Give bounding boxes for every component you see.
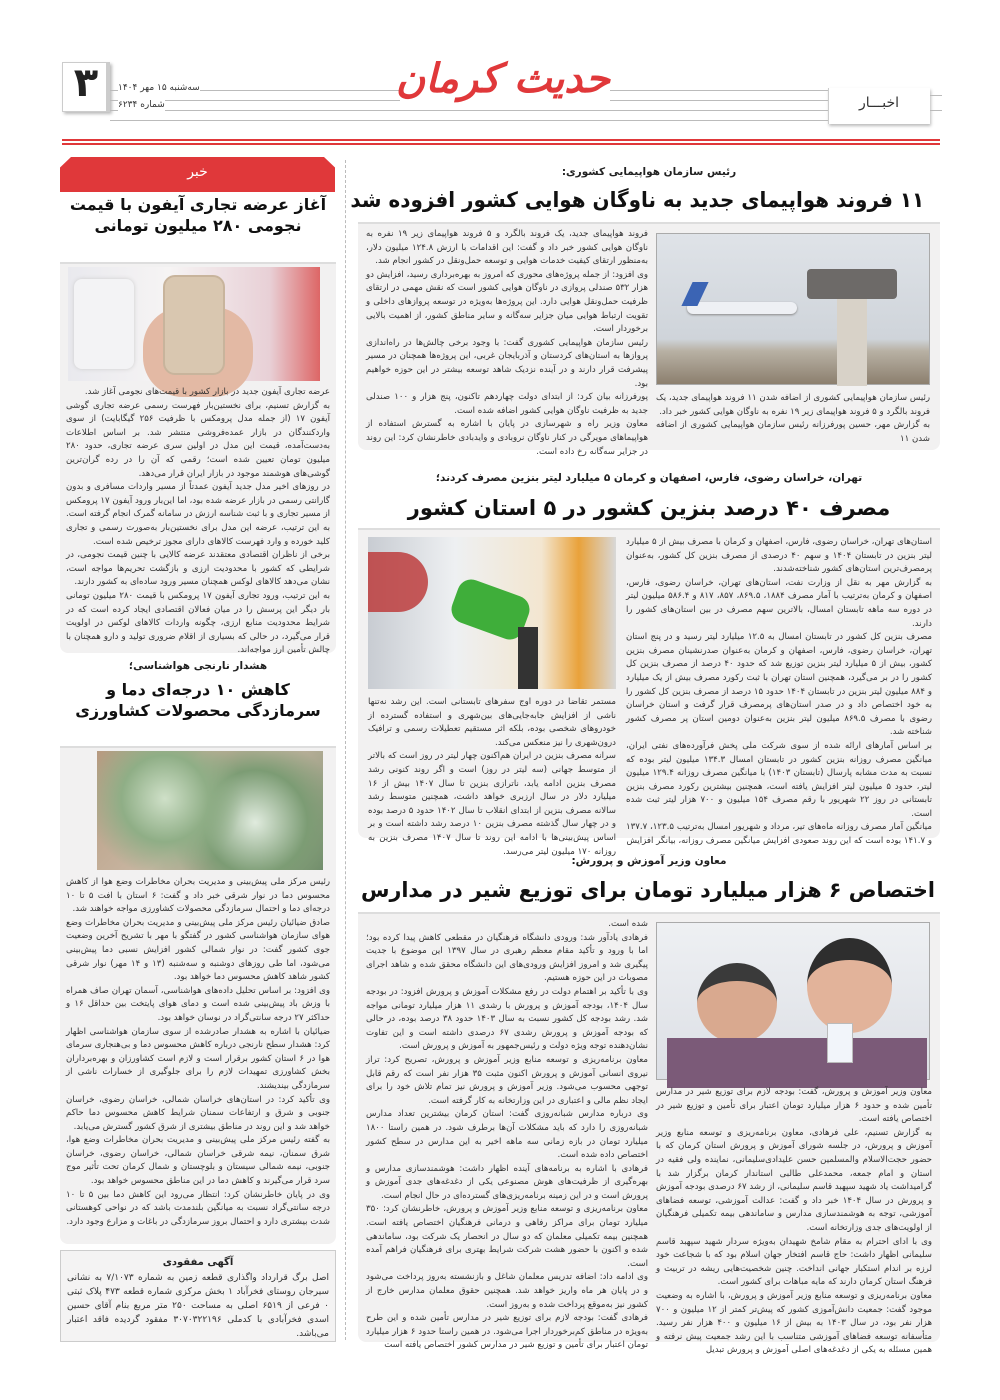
paragraph: شده است. — [608, 919, 648, 929]
iphone-headline: آغاز عرضه تجاری آیفون با قیمت نجومی ۲۸۰ میلیون تومانی — [69, 195, 327, 235]
paragraph: معاون وزیر راه و شهرسازی در پایان با اشاره به گسترش استفاده از هواپیماهای مویرگی در کنار ناوگان نروبادی و وایدبادی خاطرنشان کرد: این روند در جزایر سه‌گانه رخ داده است. — [366, 419, 648, 457]
rule — [110, 120, 830, 121]
frost-plant-photo — [97, 751, 323, 870]
caption-line: رئیس سازمان هواپیمایی کشوری از اضافه شدن ۱۱ فروند هواپیمای جدید، یک فروند بالگرد و ۵ فروند هواپیمای زیر ۱۹ نفره به ناوگان هوایی کشور خبر داد. — [656, 393, 930, 417]
paragraph: وی با تأکید بر اهتمام دولت در رفع مشکلات آموزش و پرورش افزود: در بودجه سال ۱۴۰۴، بودجه آموزش و پرورش با رشدی ۱۱ هزار میلیارد تومانی مواجه شد. رشد بودجه کل کشور نسبت به سال ۱۴۰۳ حدود ۳۸ درصد بوده، در حالی که بودجه آموزش و پرورش رشدی ۶۷ درصدی داشته است و این تفاوت نشان‌دهنده توجه ویژه دولت و رئیس‌جمهور به آموزش و پرورش است. — [366, 986, 649, 1052]
masthead — [0, 0, 1000, 150]
paragraph: فرهادی گفت: بودجه لازم برای توزیع شیر در مدارس تأمین شده و این طرح به‌ویژه در مناطق کم‌برخوردار اجرا می‌شود. در همین راستا حدود ۶ هزار میلیارد تومان اعتبار برای تأمین و توزیع شیر در مدارس کشور اختصاص یافته است — [366, 1313, 648, 1351]
iphone-article-body — [66, 386, 331, 656]
paragraph: معاون وزیر آموزش و پرورش، گفت: بودجه لازم برای توزیع شیر در مدارس تأمین شده و حدود ۶ هزار میلیارد تومان اعتبار برای تأمین و توزیع شیر در اختصاص یافته است. — [656, 1087, 932, 1125]
caption-line: به گزارش مهر، حسین پورفرزانه رئیس سازمان هواپیمایی کشوری از اضافه شدن ۱۱ — [656, 420, 930, 444]
issue-date: سه‌شنبه ۱۵ مهر ۱۴۰۴ — [118, 83, 200, 93]
a1-body — [366, 228, 648, 457]
a3-headline — [358, 876, 940, 904]
a1-caption — [656, 392, 930, 446]
boy-left-shape — [697, 963, 777, 1043]
paragraph: به گزارش مهر به نقل از وزارت نفت، استان‌های تهران، خراسان رضوی، فارس، اصفهان و کرمان به‌ترتیب با آمار مصرف ۱۸۸۴، ۸۶۹.۵، ۸۵۷، ۸۱۷ و ۵۸۶.۴ میلیون لیتر در دوره سه ماهه تابستان امسال، بالاترین سهم مصرف در بین استان‌های کشور را دارند. — [626, 577, 933, 629]
a3-body-left — [366, 918, 649, 1351]
a2-body-right — [626, 536, 933, 847]
paragraph: معاون برنامه‌ریزی و توسعه منابع وزیر آموزش و پرورش، با اشاره به وضعیت موجود گفت: جمعیت دانش‌آموزی کشور که پیش‌تر کمتر از ۱۲ میلیون و ۷۰۰ هزار نفر بود، در سال ۱۴۰۳ به بیش از ۱۶ میلیون و ۴۰۰ هزار نفر رسید. متأسفانه توسعه فضاهای آموزشی متناسب با این رشد جمعیت پیش نرفته و همین مسئله به یکی از دغدغه‌های اصلی آموزش و پرورش تبدیل — [656, 1290, 932, 1356]
airplane-shape — [687, 302, 797, 314]
weather-kicker: هشدار نارنجی هواشناسی؛ — [128, 660, 268, 672]
news-tab-label: خبر — [187, 164, 208, 180]
students-milk-photo — [656, 922, 930, 1080]
paragraph: فرهادی یادآور شد: ورودی دانشگاه فرهنگیان در مقطعی کاهش پیدا کرده بود؛ اما با ورود و تأکید مقام معظم رهبری در سال ۱۳۹۷ این موضوع با جدیت پیگیری شد و امروز افزایش ورودی‌های این دانشگاه محقق شده و شاهد اجرای مصوبات در این حوزه هستیم. — [366, 932, 648, 984]
tower-shape — [837, 284, 867, 386]
ad-title: آگهی مفقودی — [162, 1257, 234, 1268]
paragraph: وی با ادای احترام به مقام شامخ شهیدان به‌ویژه سردار شهید سپهبد قاسم سلیمانی اظهار داشت: حاج قاسم افتخار جهان اسلام بود که با شجاعت خود لرزه بر اندام استکبار جهانی انداخت. چنین شخصیت‌هایی ریشه در تربیت و فرهنگ استان کرمان دارند که مایه مباهات برای کشور است. — [656, 1236, 932, 1288]
paragraph: برخی از ناظران اقتصادی معتقدند عرضه کالایی با چنین قیمت نجومی، در شرایطی که کشور با محدودیت ارزی و بازگشت تحریم‌ها مواجه است، نشان می‌دهد کالاهای لوکس همچنان مسیر ورود ساده‌ای به کشور دارند. — [66, 550, 330, 588]
paragraph: وی تأکید کرد: در استان‌های خراسان شمالی، خراسان رضوی، خراسان جنوبی و شرق و ارتفاعات سمنان شرایط کاهش محسوس دما حاکم خواهد شد و این روند در مناطق بیشتری از شرق کشور گسترش می‌یابد. — [66, 1094, 330, 1132]
car-taillight-shape — [368, 552, 428, 612]
a3-headline-text: اختصاص ۶ هزار میلیارد تومان برای توزیع شیر در مدارس — [361, 878, 936, 902]
paragraph: به گفته رئیس مرکز ملی پیش‌بینی و مدیریت بحران مخاطرات وضع هوا، شرق سمنان، نیمه شرقی خراسان شمالی، خراسان رضوی، خراسان جنوبی، نیمه شمالی سیستان و بلوچستان و شمال کرمان تحت تأثیر موج سرد قرار می‌گیرند و کاهش دما در این مناطق محسوس خواهد بود. — [66, 1135, 330, 1187]
a2-headline-text: مصرف ۴۰ درصد بنزین کشور در ۵ استان کشور — [407, 496, 891, 520]
a1-kicker: رئیس سازمان هواپیمایی کشوری: — [561, 166, 737, 178]
paragraph: رئیس مرکز ملی پیش‌بینی و مدیریت بحران مخاطرات وضع هوا از کاهش محسوس دما در نوار شرقی خبر داد و گفت: ۶ استان با افت ۵ تا ۱۰ درجه‌ای دما و احتمال سرمازدگی محصولات کشاورزی مواجه خواهند شد. — [66, 877, 330, 915]
a2-kicker: تهران، خراسان رضوی، فارس، اصفهان و کرمان ۵ میلیارد لیتر بنزین مصرف کردند؛ — [435, 472, 863, 484]
a2-headline — [358, 494, 940, 522]
boy-right-shape — [807, 938, 892, 1033]
a1-headline — [350, 186, 940, 214]
hose-shape — [518, 627, 538, 689]
paragraph: وی ادامه داد: اضافه تدریس معلمان شاغل و بازنشسته به‌روز پرداخت می‌شود و در پایان هر ماه واریز خواهد شد. همچنین حقوق معلمان مدارس خارج از کشور نیز به‌موقع پرداخت شده و به‌روز است. — [366, 1272, 648, 1310]
paragraph: به گزارش تسنیم، علی فرهادی، معاون برنامه‌ریزی و توسعه منابع وزیر آموزش و پرورش، در جلسه شورای آموزش و پرورش استان کرمان که با حضور حجت‌الاسلام والمسلمین حسن علیدادی‌سلیمانی، نماینده ولی فقیه در استان و امام جمعه، محمدعلی طالبی استاندار کرمان برگزار شد با گرامیداشت یاد شهید سپهبد قاسم سلیمانی، از رشد ۶۷ درصدی بودجه آموزش و پرورش در سال ۱۴۰۴ خبر داد و گفت: عدالت آموزشی، توسعه فضاهای آموزشی، توجه به هوشمندسازی مدارس و ساماندهی بیمه تکمیلی فرهنگیان از اولویت‌های جدی وزارتخانه است. — [656, 1127, 933, 1233]
rule — [930, 95, 942, 96]
column-divider — [345, 160, 346, 1340]
paragraph: معاون برنامه‌ریزی و توسعه منابع وزیر آموزش و پرورش، تصریح کرد: تراز نیروی انسانی آموزش و پرورش اکنون مثبت ۳۵ هزار نفر است که رقم قابل توجهی محسوب می‌شود. وزیر آموزش و پرورش نیز تمام تلاش خود را برای ایجاد نظم مالی و اعتباری در این وزارتخانه به کار گرفته است. — [366, 1054, 648, 1106]
airport-tower-photo — [656, 233, 930, 385]
red-rule — [62, 139, 940, 145]
tower-top-shape — [807, 269, 897, 299]
paragraph: وی افزود: بر اساس تحلیل داده‌های هواشناسی، آسمان تهران صاف همراه با وزش باد پیش‌بینی شده است و دمای هوای پایتخت بین حداقل ۱۶ و حداکثر ۲۷ درجه سانتی‌گراد در نوسان خواهد بود. — [66, 985, 330, 1023]
page-number: ۳ — [73, 60, 99, 106]
paragraph: به گزارش تسنیم، برای نخستین‌بار فهرست رسمی عرضه تجاری گوشی آیفون ۱۷ (از جمله مدل پرومکس با ظرفیت ۲۵۶ گیگابایت) از سوی واردکنندگان در بازار عمده‌فروشی منتشر شد. بر اساس اطلاعات به‌دست‌آمده، قیمت این مدل در اولین سری عرضه تجاری، حدود ۲۸۰ میلیون تومان تعیین شده است؛ رقمی که آن را در رده گران‌ترین گوشی‌های هوشمند موجود در بازار ایران قرار می‌دهد. — [66, 400, 331, 479]
paragraph: فرهادی با اشاره به برنامه‌های آینده اظهار داشت: هوشمندسازی مدارس و بهره‌گیری از ظرفیت‌های هوش مصنوعی یکی از دغدغه‌های جدی آموزش و پرورش است و در این زمینه برنامه‌ریزی‌های گسترده‌ای در حال انجام است. — [366, 1163, 648, 1201]
laptop-shape — [74, 279, 134, 369]
paragraph: وی در پایان خاطرنشان کرد: انتظار می‌رود این کاهش دما بین ۵ تا ۱۰ درجه سانتی‌گراد نسبت به میانگین بلندمدت باشد که در نواحی کوهستانی شدت بیشتری دارد و احتمال بروز سرمازدگی در باغات و مزارع وجود دارد. — [66, 1189, 330, 1227]
fuel-nozzle-photo — [368, 537, 616, 689]
paragraph: مستمر تقاضا در دوره اوج سفرهای تابستانی است. این رشد نه‌تنها ناشی از افزایش جابه‌جایی‌های بین‌شهری و استفاده گسترده از خودروهای شخصی بوده، بلکه اثر مستقیم تعطیلات رسمی و ترافیک درون‌شهری را نیز منعکس می‌کند. — [368, 697, 616, 748]
paragraph: مصرف بنزین کل کشور در تابستان امسال به ۱۲.۵ میلیارد لیتر رسید و در پنج استان تهران، خراسان رضوی، فارس، اصفهان و کرمان به‌عنوان صدرنشینان مصرف بنزین کشور، بیش از ۵ میلیارد لیتر بنزین توزیع شد که حدود ۴۰ درصد از مصرف بنزین کل کشور را در بر می‌گیرد، همچنین استان تهران با ثبت رکورد مصرف بیش از یک میلیارد و ۸۸۴ میلیون لیتر بنزین در تابستان ۱۴۰۴ حدود ۱۵ درصد از مصرف بنزین کل کشور را به خود اختصاص داد و در صدر استان‌های پرمصرف قرار گرفت و استان خراسان رضوی با مصرف ۸۶۹.۵ میلیون لیتر بنزین به‌عنوان دومین استان پر مصرف کشور شناخته شد. — [626, 632, 933, 738]
rule — [110, 110, 830, 111]
paragraph: پورفرزانه بیان کرد: از ابتدای دولت چهاردهم تاکنون، پنج هزار و ۱۰۰ صندلی جدید به ظرفیت ناوگان هوایی کشور اضافه شده است. — [366, 392, 648, 416]
paragraph: وی درباره مدارس شبانه‌روزی گفت: استان کرمان بیشترین تعداد مدارس شبانه‌روزی را دارد که باید مشکلات آن‌ها برطرف شود. در همین راستا ۱۸۰۰ میلیارد تومان در بازه زمانی سه ماهه اخیر به این مدارس در سطح کشور اختصاص داده شده است. — [366, 1109, 648, 1161]
paragraph: میانگین آمار مصرف روزانه ماه‌های تیر، مرداد و شهریور امسال به‌ترتیب ۱۲۳.۵، ۱۳۷.۷ و ۱۴۱.۷ بوده است که این روند صعودی افزایش میانگین مصرف روزانه، بیانگر افزایش — [626, 822, 932, 847]
rule — [930, 110, 942, 111]
paragraph: عرضه تجاری آیفون جدید در بازار کشور با قیمت‌های نجومی آغاز شد. — [84, 387, 330, 397]
paragraph: سرانه مصرف بنزین در ایران هم‌اکنون چهار لیتر در روز است که بالاتر از متوسط جهانی (سه لیتر در روز) است و اگر روند کنونی رشد مصرف بنزین ادامه یابد، ناترازی بنزین تا سال ۱۴۰۷ بیش از ۱۶ میلیارد دلار در سال ارزبری خواهد داشت، همچنین متوسط رشد سالانه مصرف بنزین از ابتدای انقلاب تا سال ۱۴۰۲ حدود ۵ درصد بوده و در چهار سال گذشته مصرف بنزین ۱۰ درصد رشد داشته است و بر اساس پیش‌بینی‌ها با ادامه این روند تا سال ۱۴۰۷ مصرف بنزین به روزانه ۱۷۰ میلیون لیتر می‌رسد. — [368, 751, 616, 857]
ad-text: اصل برگ قرارداد واگذاری قطعه زمین به شماره ۷/۱۰۷۳ به نشانی سیرجان روستای فخرآباد ۱ بخش مرکزی شماره قطعه ۴۷۳ پلاک ثبتی ۰ فرعی از ۶۵۱۹ اصلی به مساحت ۲۵۰ متر مربع بنام آقای حسین اسدی فخرآبادی با کدملی ۳۰۷۰۳۲۲۱۹۶ مفقود گردیده فاقد اعتبار می‌باشد. — [67, 1273, 330, 1339]
paragraph: معاون برنامه‌ریزی و توسعه منابع وزیر آموزش و پرورش، خاطرنشان کرد: ۳۵۰ میلیارد تومان برای مراکز رفاهی و درمانی فرهنگیان اختصاص یافته است. همچنین بیمه تکمیلی معلمان که دو سال در انحصار یک شرکت بود، ساماندهی شده و اکنون با حضور هشت شرکت شرایط بهتری برای فرهنگیان فراهم آمده است. — [366, 1204, 648, 1269]
weather-article-body — [66, 876, 330, 1240]
uniform-shape — [667, 1038, 927, 1088]
paragraph: بر اساس آمارهای ارائه شده از سوی شرکت ملی پخش فرآورده‌های نفتی ایران، میانگین مصرف روزانه بنزین کشور در تابستان امسال ۱۳۴.۳ میلیون لیتر بوده که نسبت به مدت مشابه پارسال (تابستان ۱۴۰۳) با میانگین مصرف روزانه ۱۲۹.۴ میلیون لیتر، حدود ۵ میلیون لیتر افزایش یافته است، همچنین بیشترین رکورد مصرف بنزین تابستانی در روز ۲۲ شهریور با رقم مصرف ۱۵۴ میلیون و ۷۰۰ هزار لیتر ثبت شده است. — [626, 740, 932, 819]
a3-body-right — [656, 1086, 933, 1356]
milk-carton-shape — [827, 1023, 853, 1063]
paragraph: به این ترتیب، ورود تجاری آیفون ۱۷ پرومکس با قیمت ۲۸۰ میلیون تومانی بار دیگر این پرسش را در میان فعالان اقتصادی ایجاد کرده است که در شرایط محدودیت منابع ارزی، چگونه واردات کالاهای لوکس در اولویت قرار می‌گیرد، در حالی که بسیاری از اقلام ضروری تولید و دارو همچنان با چالش تأمین ارز مواجه‌اند. — [66, 590, 330, 656]
paragraph: وی افزود: از جمله پروژه‌های محوری که امروز به بهره‌برداری رسید، افزایش دو هزار ۵۳۲ صندلی پروازی در ناوگان هوایی کشور است که نقش مهمی در ارتقای ظرفیت حمل‌ونقل هوایی دارد. این پروژه‌ها به‌ویژه در توسعه پروازهای داخلی و تقویت ارتباط هوایی میان جزایر سه‌گانه و سایر مناطق کشور، از اهمیت بالایی برخوردار است. — [366, 269, 648, 335]
newspaper-logo: حدیث کرمان — [395, 55, 610, 102]
issue-number: شماره ۶۲۳۴ — [118, 100, 165, 110]
a3-kicker: معاون وزیر آموزش و پرورش: — [571, 855, 727, 867]
paragraph: در روزهای اخیر مدل جدید آیفون عمدتاً از مسیر واردات مسافری و بدون گارانتی رسمی در بازار عرضه شده بود، اما این‌بار ورود آیفون ۱۷ پرومکس از مسیر تجاری و با ثبت شناسه ارزش در سامانه گمرک انجام گرفته است. به این ترتیب، عرضه این مدل برای نخستین‌بار به‌صورت رسمی و تجاری کلید خورده و وارد فهرست کالاهای دارای مجوز ترخیص شده است. — [66, 482, 331, 547]
section-label: اخبـــار — [858, 95, 900, 111]
lost-notice-ad — [60, 1250, 336, 1342]
iphone-shape — [163, 275, 225, 375]
weather-headline: کاهش ۱۰ درجه‌ای دما و سرمازدگی محصولات کشاورزی — [75, 680, 321, 720]
paragraph: فروند هواپیمای جدید، یک فروند بالگرد و ۵ فروند هواپیمای زیر ۱۹ نفره به ناوگان هوایی کشور خبر داد و گفت: این اقدامات با ارزش ۱۲۴.۸ میلیون دلار، به‌منظور ارتقای کیفیت خدمات هوایی و توسعه حمل‌ونقل در کشور انجام شد. — [366, 229, 648, 267]
paragraph: صادق ضیائیان رئیس مرکز ملی پیش‌بینی و مدیریت بحران مخاطرات وضع هوای سازمان هواشناسی کشور در گفتگو با مهر با تشریح آخرین وضعیت جوی کشور گفت: در نوار شمالی کشور افزایش نسبی دما پیش‌بینی می‌شود، اما طی روزهای دوشنبه و سه‌شنبه (۱۳ و ۱۴ مهر) نوار شرقی کشور شاهد کاهش محسوس دما خواهد بود. — [66, 917, 330, 983]
a1-headline-text: ۱۱ فروند هواپیمای جدید به ناوگان هوایی کشور افزوده شد — [350, 188, 925, 212]
iphone-photo — [68, 267, 320, 381]
a2-body-left — [368, 696, 616, 857]
paragraph: استان‌های تهران، خراسان رضوی، فارس، اصفهان و کرمان با مصرف بیش از ۵ میلیارد لیتر بنزین در تابستان ۱۴۰۴ و سهم ۴۰ درصدی از مصرف بنزین کل کشور، به‌عنوان پرمصرف‌ترین استان‌های کشور شناخته‌شدند. — [626, 537, 932, 575]
paragraph: رئیس سازمان هواپیمایی کشوری گفت: با وجود برخی چالش‌ها در راه‌اندازی پروازها به استان‌های کردستان و آذربایجان غربی، این پروژه‌ها همچنان در مسیر پیشرفت قرار دارند و در آینده نزدیک شاهد توسعه بیشتر در این حوزه خواهیم بود. — [366, 337, 648, 389]
paragraph: ضیائیان با اشاره به هشدار صادرشده از سوی سازمان هواشناسی اظهار کرد: هشدار سطح نارنجی درباره کاهش محسوس دما و بی‌هنجاری سرمای هوا در ۶ استان کشور برقرار است و لازم است کشاورزان و بهره‌برداران بخش کشاورزی تمهیدات لازم را برای جلوگیری از خسارات ناشی از سرمازدگی بیندیشند. — [66, 1026, 330, 1091]
